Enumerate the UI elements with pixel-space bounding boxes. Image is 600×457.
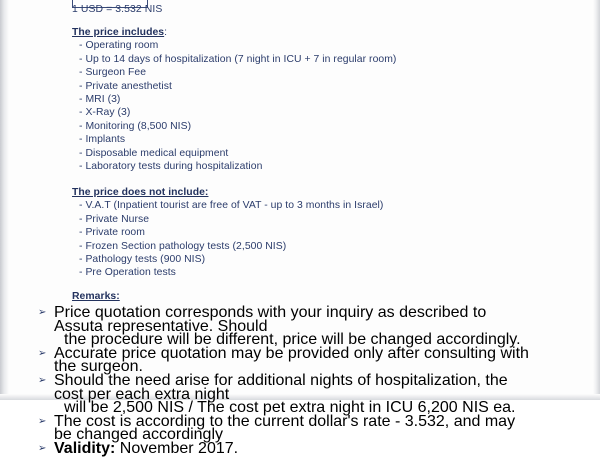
arrow-bullet-icon: ➢ <box>38 415 47 427</box>
arrow-bullet-icon: ➢ <box>38 442 47 454</box>
list-item <box>36 306 536 347</box>
list-item: - X-Ray (3) <box>79 107 131 119</box>
list-item <box>36 412 536 444</box>
remarks-bullet-list <box>36 306 536 456</box>
arrow-bullet-icon: ➢ <box>38 374 47 386</box>
list-item: - Frozen Section pathology tests (2,500 NIS) <box>79 240 287 252</box>
list-item <box>36 344 536 376</box>
remarks-section-heading <box>72 290 592 303</box>
validity-value: November 2017. <box>115 439 239 457</box>
list-item: - MRI (3) <box>79 94 121 106</box>
list-item: - Operating room <box>79 40 159 52</box>
arrow-bullet-icon: ➢ <box>38 307 47 318</box>
list-item <box>36 371 536 417</box>
arrow-bullet-icon: ➢ <box>38 347 47 359</box>
remarks-heading-text: Remarks: <box>72 291 120 302</box>
list-item: - Laboratory tests during hospitalization <box>79 161 263 173</box>
bullet-continuation: will be 2,500 NIS / The cost pet extra night in ICU 6,200 NIS ea. <box>64 399 516 417</box>
price-includes-section <box>72 26 592 173</box>
price-excludes-heading <box>72 186 592 199</box>
bullet-continuation: the procedure will be different, price will be changed accordingly. <box>64 331 521 349</box>
price-excludes-heading-text: The price does not include: <box>72 187 209 198</box>
validity-label: Validity: <box>54 439 116 457</box>
page-left-edge-shadow <box>0 0 9 400</box>
list-item: - V.A.T (Inpatient tourist are free of VAT - up to 3 months in Israel) <box>79 200 384 212</box>
list-item: - Private anesthetist <box>79 80 172 92</box>
bullet-text: Accurate price quotation may be provided only after consulting with the surgeon. <box>54 344 529 376</box>
list-item <box>36 439 536 457</box>
price-includes-heading-text: The price includes <box>72 27 165 38</box>
exchange-rate-line: 1 USD = 3.532 NIS <box>72 4 163 15</box>
list-item: - Pathology tests (900 NIS) <box>79 254 206 266</box>
bullet-text: The cost is according to the current dollar's rate - 3.532, and may be changed accordingly <box>54 412 516 444</box>
bullet-text: Should the need arise for additional nights of hospitalization, the cost per each extra night <box>54 371 508 403</box>
list-item: - Surgeon Fee <box>79 67 147 79</box>
remarks-heading <box>72 290 592 303</box>
list-item: - Implants <box>79 134 126 146</box>
bullet-text: Price quotation corresponds with your inquiry as described to Assuta representative. Should <box>54 304 487 335</box>
list-item: - Pre Operation tests <box>79 267 176 279</box>
list-item: - Disposable medical equipment <box>79 147 229 159</box>
list-item: - Private Nurse <box>79 213 150 225</box>
list-item: - Monitoring (8,500 NIS) <box>79 120 192 132</box>
list-item: - Private room <box>79 227 145 239</box>
price-excludes-section <box>72 186 592 280</box>
price-includes-heading-colon: : <box>164 27 168 38</box>
price-includes-heading <box>72 26 592 39</box>
list-item: - Up to 14 days of hospitalization (7 night in ICU + 7 in regular room) <box>79 53 397 65</box>
page-right-edge-shadow <box>593 0 600 400</box>
